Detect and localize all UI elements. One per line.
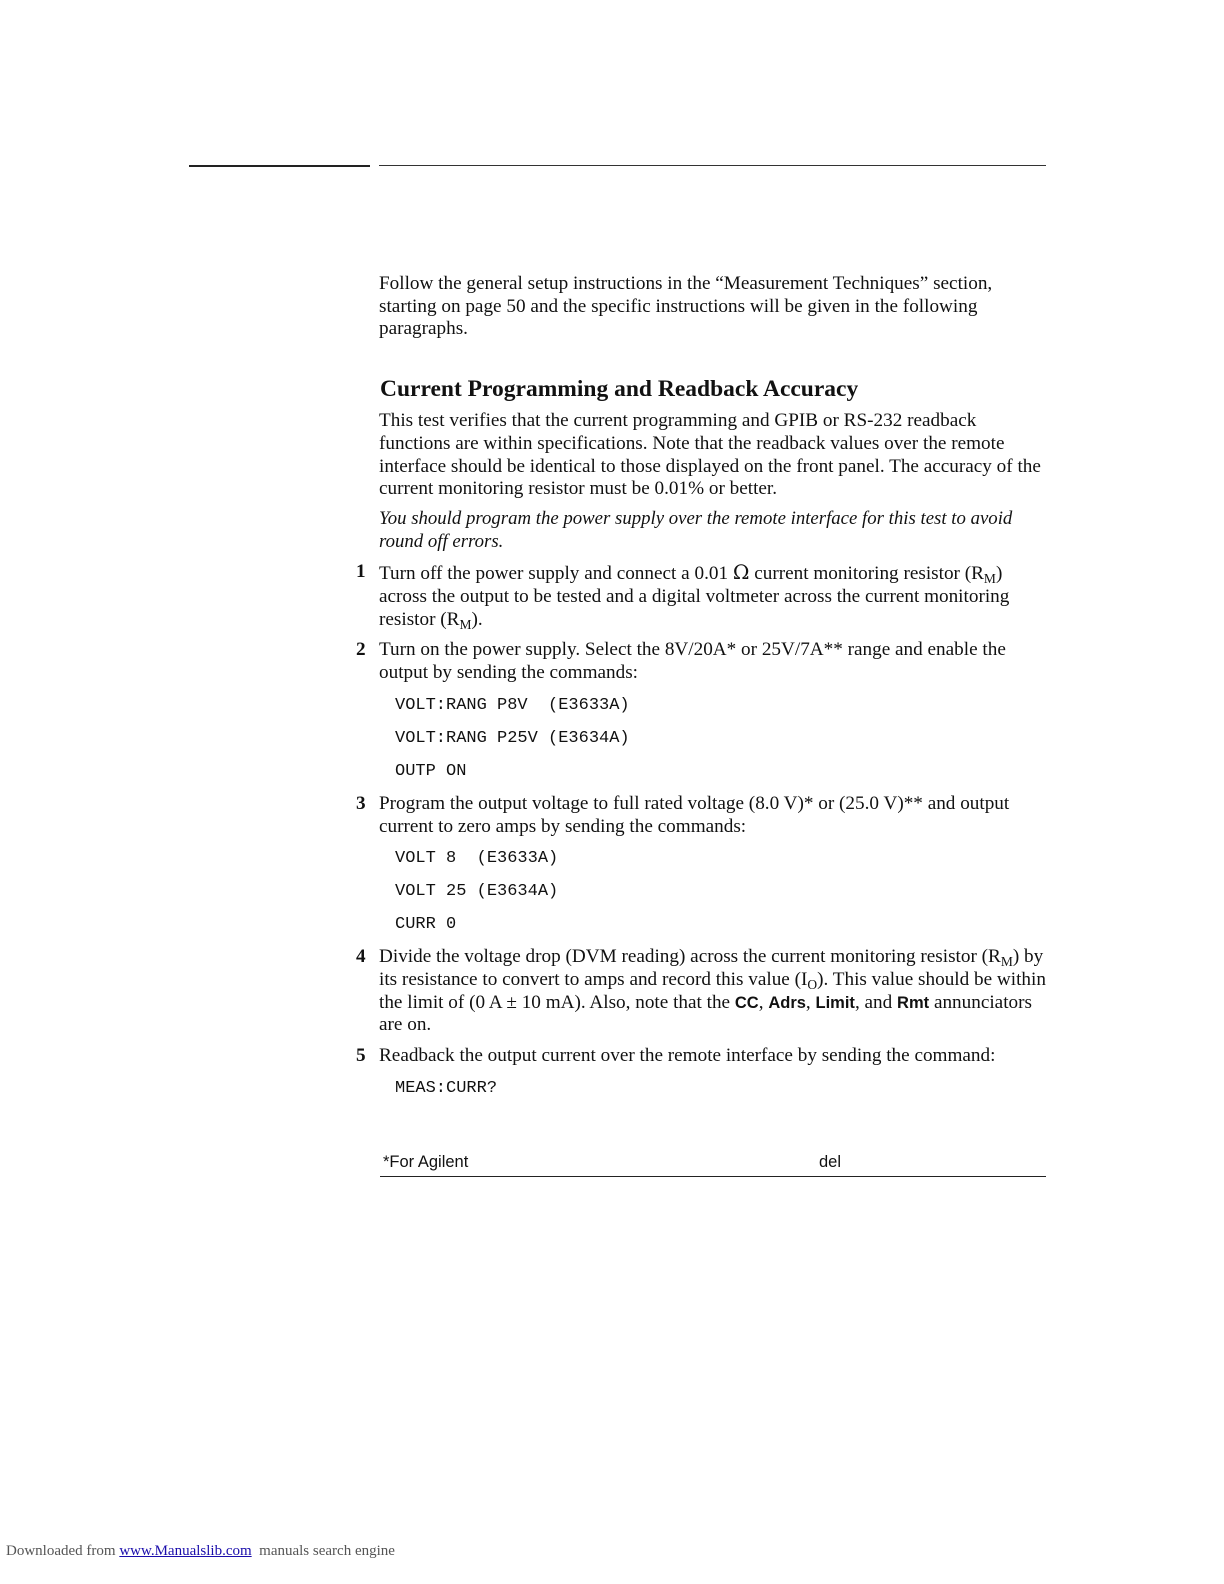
- subscript: M: [1000, 954, 1013, 970]
- step-text: ,: [805, 991, 816, 1013]
- step-3: [356, 792, 1047, 936]
- command-line: VOLT 8 (E3633A): [395, 849, 559, 869]
- step-text: ) across the output to be tested and a digital voltmeter across the current monitoring resistor (R: [379, 563, 1010, 630]
- step-text: Readback the output current over the remote interface by sending the command:: [379, 1045, 996, 1067]
- section-description: This test verifies that the current programming and GPIB or RS-232 readback functions are within specifications. Note that the readback values over the remote interface should be identical to those displayed on the front panel. The accuracy of the current monitoring resistor must be 0.01% or better.: [379, 410, 1041, 500]
- step-text: ).: [471, 608, 483, 630]
- step-text: annunciators are on.: [379, 991, 1032, 1036]
- step-number: 4: [356, 946, 366, 968]
- download-suffix: manuals search engine: [251, 1543, 395, 1559]
- subscript: M: [983, 571, 996, 587]
- step-number: 5: [356, 1045, 366, 1067]
- omega-symbol: Ω: [732, 560, 750, 585]
- step-text: , and: [854, 991, 898, 1013]
- step-text: Divide the voltage drop (DVM reading) across the current monitoring resistor (R: [379, 946, 1001, 968]
- annunciator-adrs: Adrs: [768, 993, 806, 1012]
- annunciator-cc: CC: [734, 993, 759, 1012]
- step-4: [356, 946, 1047, 1037]
- step-text: current monitoring resistor (R: [749, 563, 984, 585]
- step-2: [356, 639, 1047, 782]
- step-1: [356, 560, 1047, 632]
- command-line: OUTP ON: [395, 761, 467, 781]
- step-text: ) by its resistance to convert to amps and record this value (I: [379, 946, 1044, 990]
- manualslib-link[interactable]: www.Manualslib.com: [119, 1543, 252, 1559]
- page-content: [356, 273, 1047, 1100]
- intro-paragraph: Follow the general setup instructions in the “Measurement Techniques” section, starting on page 50 and the specific instructions will be given in the following paragraphs.: [379, 273, 993, 340]
- step-text: Turn off the power supply and connect a 0.01: [379, 563, 733, 585]
- command-line: VOLT 25 (E3634A): [395, 882, 559, 902]
- annunciator-limit: Limit: [815, 993, 855, 1012]
- step-text: Program the output voltage to full rated voltage (8.0 V)* or (25.0 V)** and output current to zero amps by sending the commands:: [379, 792, 1010, 837]
- step-number: 3: [356, 792, 366, 814]
- step-number: 2: [356, 639, 366, 661]
- step-text: ). This value should be within the limit of (0 A ± 10 mA). Also, note that the: [379, 968, 1046, 1013]
- download-footer: [6, 1542, 395, 1560]
- footnote-left-text: *For Agilent: [383, 1153, 469, 1171]
- header-rule-left: [189, 165, 370, 167]
- command-line: VOLT:RANG P8V (E3633A): [395, 695, 630, 715]
- command-line: MEAS:CURR?: [395, 1078, 498, 1098]
- command-line: VOLT:RANG P25V (E3634A): [395, 728, 630, 748]
- step-5: [356, 1045, 1047, 1100]
- header-rule-right: [379, 165, 1046, 166]
- section-heading: Current Programming and Readback Accuracy: [380, 376, 859, 403]
- subscript: M: [459, 616, 472, 632]
- step-text: Turn on the power supply. Select the 8V/20A* or 25V/7A** range and enable the output by sending the commands:: [379, 639, 1006, 684]
- command-line: CURR 0: [395, 915, 457, 935]
- step-number: 1: [356, 561, 366, 583]
- step-text: ,: [758, 991, 769, 1013]
- footnote: [380, 1152, 1046, 1177]
- section-note: You should program the power supply over the remote interface for this test to avoid round off errors.: [379, 507, 1013, 552]
- download-prefix: Downloaded from: [6, 1543, 120, 1559]
- annunciator-rmt: Rmt: [897, 993, 930, 1012]
- subscript: O: [807, 976, 818, 992]
- footnote-right-text: del: [819, 1153, 842, 1171]
